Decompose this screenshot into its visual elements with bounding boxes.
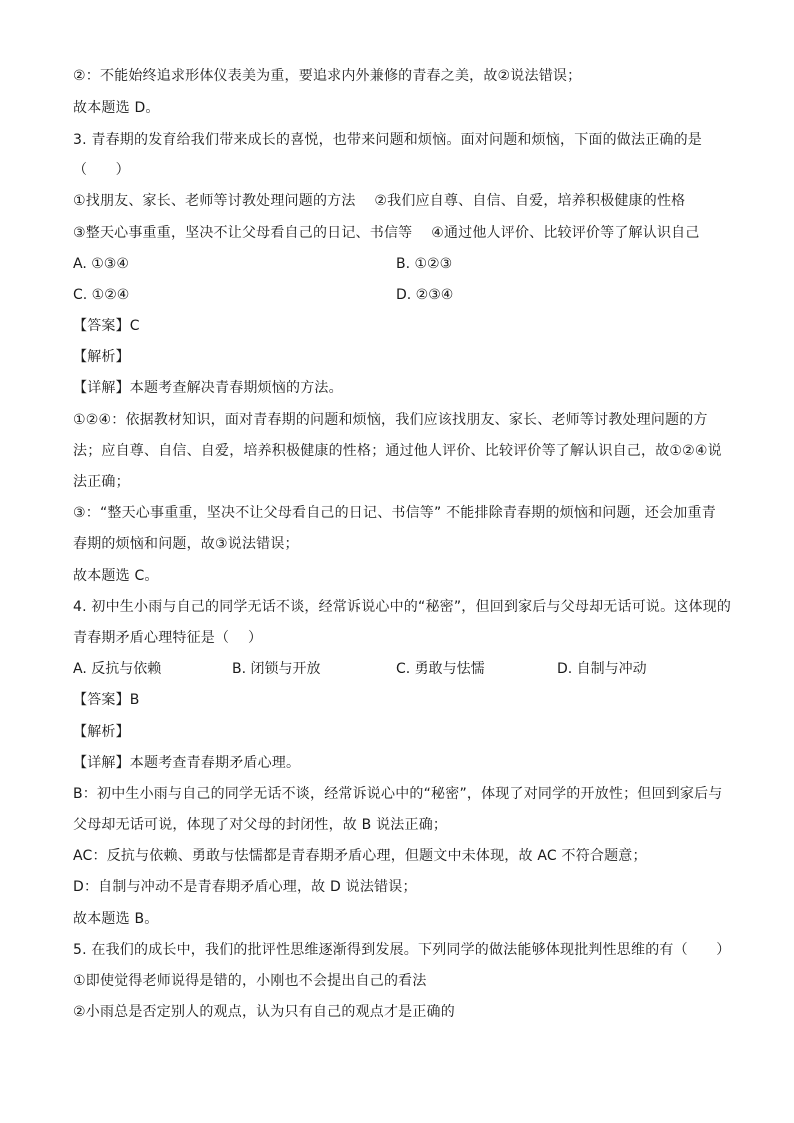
explanation-line: B：初中生小雨与自己的同学无话不谈，经常诉说心中的“秘密”，体现了对同学的开放性；但回到家后与 xyxy=(73,786,723,802)
option-d: D. 自制与冲动 xyxy=(557,661,647,677)
question-4-stem: 4. 初中生小雨与自己的同学无话不谈，经常诉说心中的“秘密”，但回到家后与父母却无话可说。这体现的 xyxy=(73,599,732,615)
question-5-stem: 5. 在我们的成长中，我们的批评性思维逐渐得到发展。下列同学的做法能够体现批判性思维的有（ ） xyxy=(73,942,731,958)
statement-line: ③整天心事重重，坚决不让父母看自己的日记、书信等 ④通过他人评价、比较评价等了解认识自己 xyxy=(73,225,700,241)
conclusion-line: 故本题选 C。 xyxy=(73,568,159,584)
explanation-line: 法；应自尊、自信、自爱，培养积极健康的性格；通过他人评价、比较评价等了解认识自己，故①②④说 xyxy=(73,443,722,459)
explanation-line: D：自制与冲动不是青春期矛盾心理，故 D 说法错误； xyxy=(73,879,417,895)
option-b: B. ①②③ xyxy=(396,256,453,272)
statement-line: ②小雨总是否定别人的观点，认为只有自己的观点才是正确的 xyxy=(73,1004,455,1020)
statement-line: ①找朋友、家长、老师等讨教处理问题的方法 ②我们应自尊、自信、自爱，培养积极健康的性格 xyxy=(73,193,686,209)
explanation-line: 法正确； xyxy=(73,474,130,490)
analysis-label: 【解析】 xyxy=(73,349,130,365)
question-3-stem: 3. 青春期的发育给我们带来成长的喜悦，也带来问题和烦恼。面对问题和烦恼，下面的做法正确的是 xyxy=(73,132,703,148)
option-d: D. ②③④ xyxy=(396,287,454,303)
detail-label: 【详解】本题考查解决青春期烦恼的方法。 xyxy=(73,380,343,396)
question-4-stem-cont: 青春期矛盾心理特征是（ ） xyxy=(73,630,263,646)
explanation-line: AC：反抗与依赖、勇敢与怯懦都是青春期矛盾心理，但题文中未体现，故 AC 不符合题意； xyxy=(73,848,647,864)
detail-label: 【详解】本题考查青春期矛盾心理。 xyxy=(73,755,301,771)
option-a: A. ①③④ xyxy=(73,256,129,272)
text-line: ②：不能始终追求形体仪表美为重，要追求内外兼修的青春之美，故②说法错误； xyxy=(73,68,582,84)
answer-paren: （ ） xyxy=(73,162,130,178)
option-a: A. 反抗与依赖 xyxy=(73,661,162,677)
analysis-label: 【解析】 xyxy=(73,724,130,740)
explanation-line: ③：“整天心事重重，坚决不让父母看自己的日记、书信等” 不能排除青春期的烦恼和问题，还会加重青 xyxy=(73,505,716,521)
explanation-line: ①②④：依据教材知识，面对青春期的问题和烦恼，我们应该找朋友、家长、老师等讨教处理问题的方 xyxy=(73,412,708,428)
statement-line: ①即使觉得老师说得是错的，小刚也不会提出自己的看法 xyxy=(73,973,427,989)
answer-label: 【答案】C xyxy=(73,318,140,334)
explanation-line: 春期的烦恼和问题，故③说法错误； xyxy=(73,536,299,552)
explanation-line: 父母却无话可说，体现了对父母的封闭性，故 B 说法正确； xyxy=(73,817,448,833)
option-b: B. 闭锁与开放 xyxy=(232,661,321,677)
option-c: C. 勇敢与怯懦 xyxy=(396,661,485,677)
answer-label: 【答案】B xyxy=(73,692,140,708)
option-c: C. ①②④ xyxy=(73,287,130,303)
text-line: 故本题选 D。 xyxy=(73,100,160,116)
conclusion-line: 故本题选 B。 xyxy=(73,911,159,927)
